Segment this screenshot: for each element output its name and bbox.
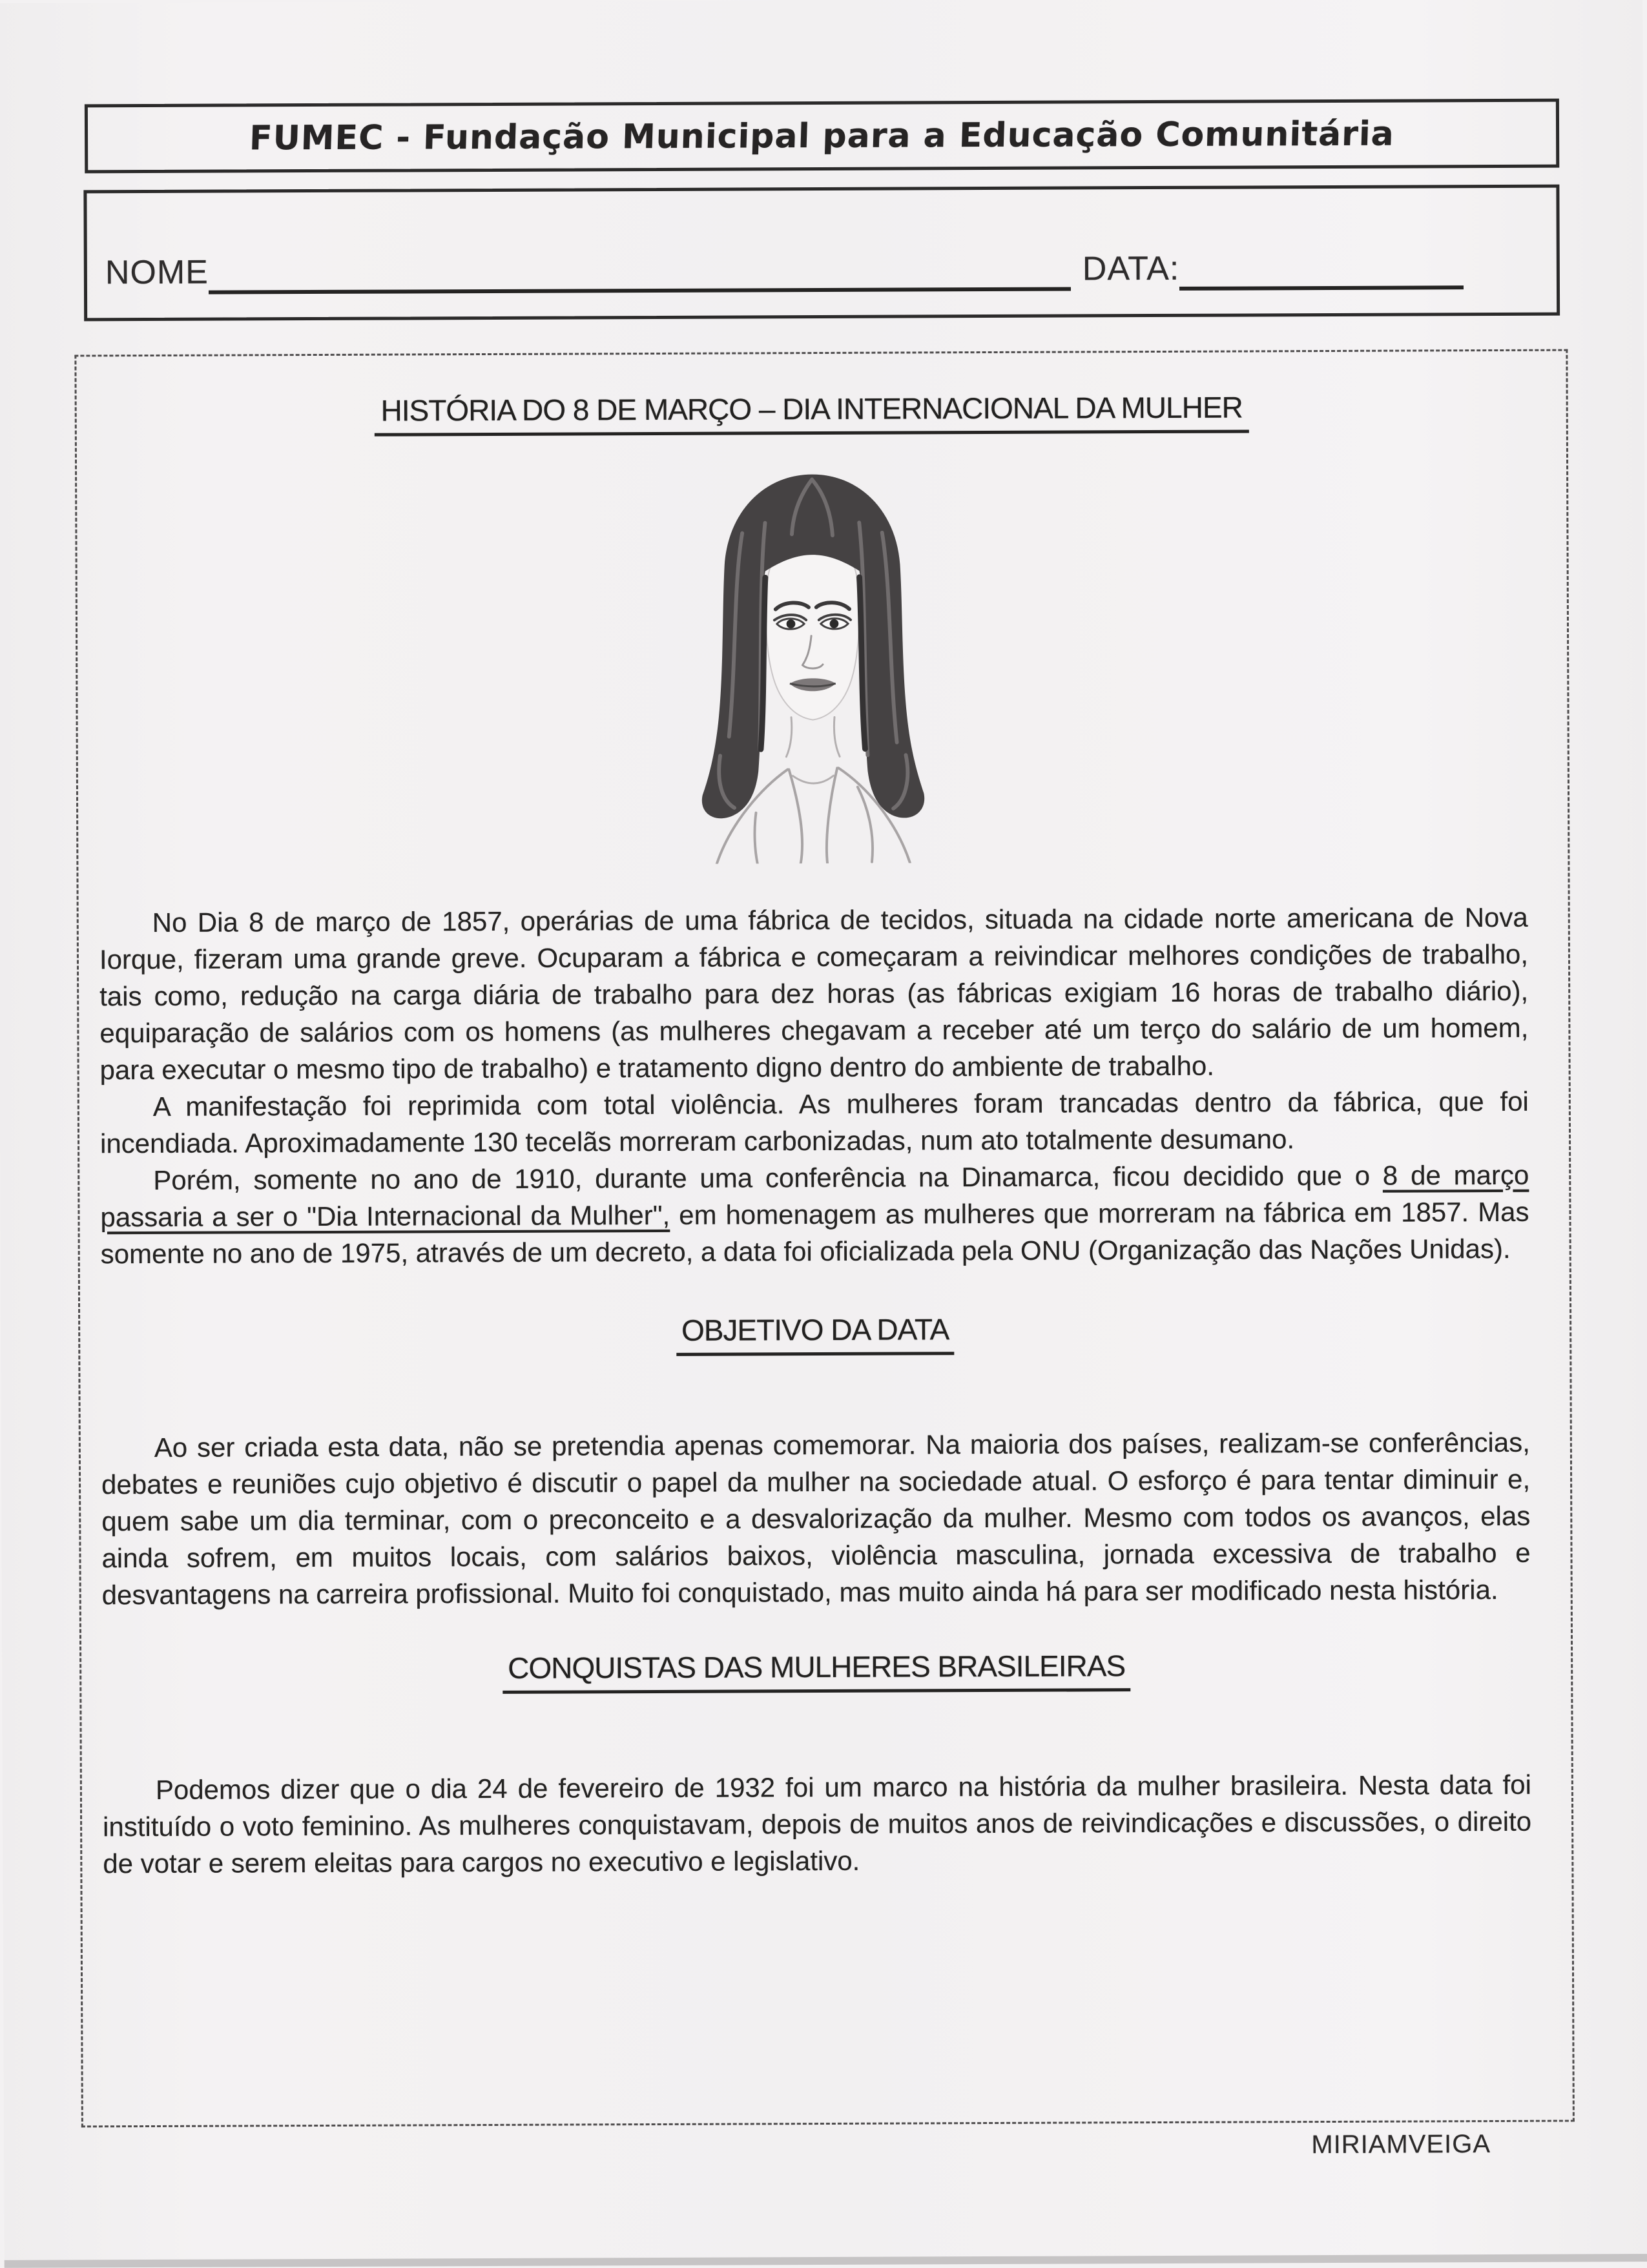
date-input-line[interactable]	[1179, 254, 1464, 291]
scan-bottom-edge	[5, 2254, 1647, 2268]
document-title-row	[98, 389, 1526, 437]
paragraph-3-text-before: Porém, somente no ano de 1910, durante uma conferência na Dinamarca, ficou decidido que o	[153, 1160, 1383, 1195]
name-date-box	[83, 185, 1560, 322]
section-conquistas-row	[102, 1647, 1531, 1695]
section-title-objetivo: OBJETIVO DA DATA	[676, 1312, 955, 1356]
worksheet-content-box	[74, 349, 1575, 2128]
portrait-face	[765, 539, 860, 720]
document-title: HISTÓRIA DO 8 DE MARÇO – DIA INTERNACIONAL DA MULHER	[374, 389, 1248, 436]
paragraph-3-text-after: em homenagem as mulheres que morreram na fábrica em 1857. Mas somente no ano de 1975, através de um decreto, a data foi oficializada pela ONU (Organização das Nações Unidas).	[101, 1197, 1529, 1269]
name-input-line[interactable]	[209, 256, 1071, 294]
paragraph-3-underlined-phrase: 8 de março passaria a ser o "Dia Internacional da Mulher",	[100, 1160, 1529, 1232]
section-objetivo-row	[101, 1310, 1529, 1358]
paragraph-history-3	[100, 1157, 1529, 1272]
name-label: NOME	[105, 253, 209, 293]
section-title-conquistas: CONQUISTAS DAS MULHERES BRASILEIRAS	[502, 1648, 1130, 1694]
date-label: DATA:	[1082, 249, 1180, 289]
author-credit: MIRIAMVEIGA	[1311, 2130, 1491, 2160]
paragraph-history-2: A manifestação foi reprimida com total violência. As mulheres foram trancadas dentro da fábrica, que foi incendiada. Aproximadamente 130 tecelãs morreram carbonizadas, num ato totalmente desumano.	[100, 1083, 1529, 1162]
paragraph-objetivo: Ao ser criada esta data, não se pretendia apenas comemorar. Na maioria dos países, realizam-se conferências, debates e reuniões cujo objetivo é discutir o papel da mulher na sociedade atual. O esforço é para tentar diminuir e, quem sabe um dia terminar, com o preconceito e a desvalorização da mulher. Mesmo com todos os avanços, elas ainda sofrem, em muitos locais, com salários baixos, violência masculina, jornada excessiva de trabalho e desvantagens na carreira profissional. Muito foi conquistado, mas muito ainda há para ser modificado nesta história.	[101, 1424, 1531, 1613]
name-date-row	[87, 248, 1557, 293]
header-box	[85, 99, 1559, 174]
woman-portrait-sketch-image	[637, 456, 988, 864]
portrait-row	[98, 454, 1528, 869]
paragraph-conquistas: Podemos dizer que o dia 24 de fevereiro de 1932 foi um marco na história da mulher brasileira. Nesta data foi instituído o voto feminino. As mulheres conquistavam, depois de muitos anos de reivindicações e discussões, o direito de votar e serem eleitas para cargos no executivo e legislativo.	[103, 1766, 1532, 1882]
org-title: FUMEC - Fundação Municipal para a Educação Comunitária	[249, 114, 1395, 158]
paragraph-history-1: No Dia 8 de março de 1857, operárias de uma fábrica de tecidos, situada na cidade norte americana de Nova Iorque, fizeram uma grande greve. Ocuparam a fábrica e começaram a reivindicar melhores condições de trabalho, tais como, redução na carga diária de trabalho para dez horas (as fábricas exigiam 16 horas de trabalho diário), equiparação de salários com os homens (as mulheres chegavam a receber até um terço do salário de um homem, para executar o mesmo tipo de trabalho) e tratamento digno dentro do ambiente de trabalho.	[99, 899, 1529, 1088]
portrait-neck	[786, 717, 840, 783]
